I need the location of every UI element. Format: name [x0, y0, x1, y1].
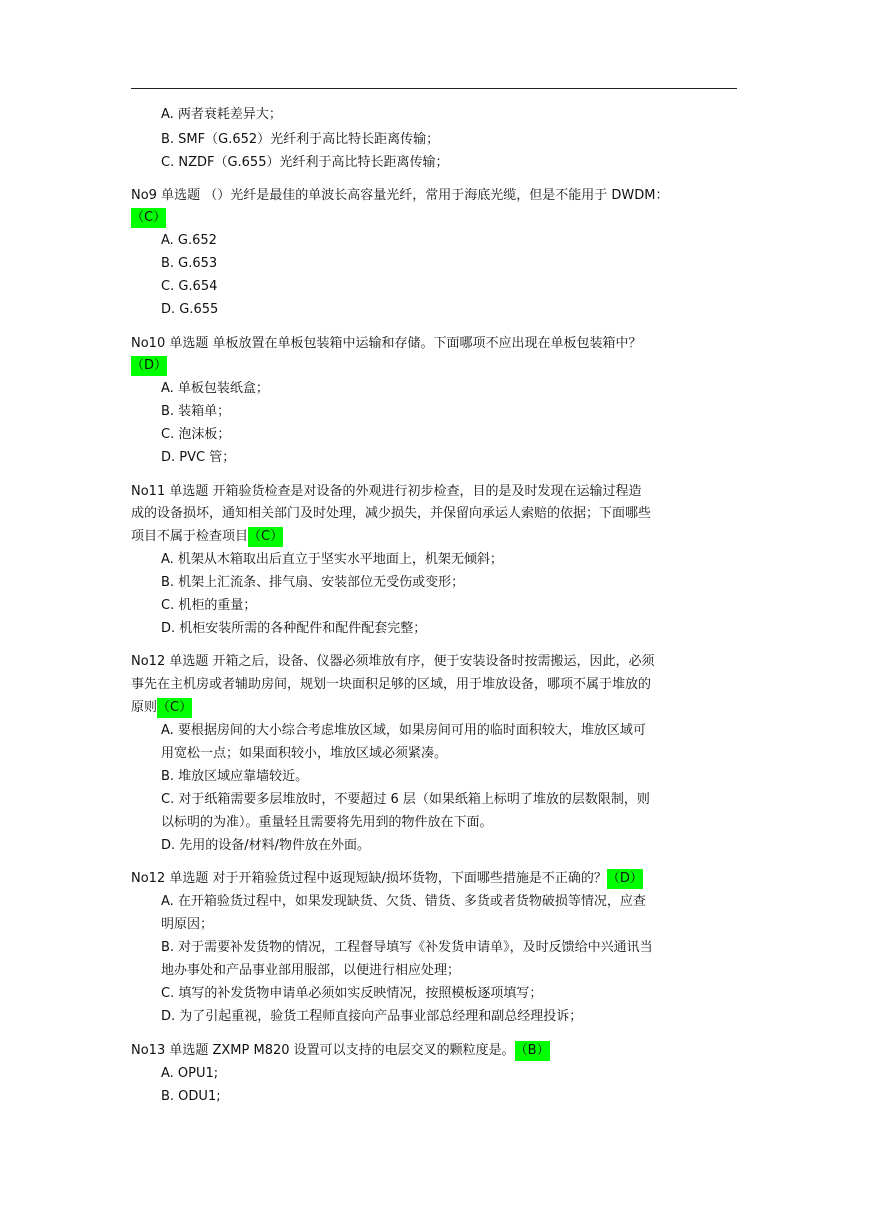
question-text: 事先在主机房或者辅助房间，规划一块面积足够的区域，用于堆放设备，哪项不属于堆放的 [131, 677, 652, 692]
option-line: 地办事处和产品事业部用服部，以便进行相应处理； [161, 963, 461, 978]
option-line: D. 为了引起重视，验货工程师直接向产品事业部总经理和副总经理投诉； [161, 1009, 583, 1024]
option-line: B. 装箱单； [161, 404, 231, 419]
answer-badge: （D） [131, 356, 167, 376]
option-line: A. G.652 [161, 233, 217, 248]
answer-badge: （D） [607, 869, 643, 889]
option-line: C. G.654 [161, 279, 218, 294]
option-line: A. OPU1; [161, 1066, 219, 1081]
option-line: 以标明的为准）。重量轻且需要将先用到的物件放在下面。 [161, 815, 493, 830]
option-line: D. PVC 管； [161, 450, 236, 465]
answer-badge: （B） [515, 1041, 550, 1061]
answer-badge: （C） [157, 698, 192, 718]
question-text-last [131, 698, 192, 718]
option-line: C. 填写的补发货物申请单必须如实反映情况，按照模板逐项填写； [161, 986, 543, 1001]
question-text-last [131, 527, 283, 547]
question-text: 原则 [131, 700, 158, 715]
answer-line [131, 356, 167, 376]
option-line: A. 要根据房间的大小综合考虑堆放区域，如果房间可用的临时面积较大，堆放区域可 [161, 723, 646, 738]
question-text: No9 单选题 （）光纤是最佳的单波长高容量光纤，常用于海底光缆，但是不能用于 DWDM： [131, 188, 669, 203]
option-line: 明原因； [161, 917, 214, 932]
question-text: No12 单选题 对于开箱验货过程中返现短缺/损坏货物，下面哪些措施是不正确的？ [131, 871, 607, 886]
option-line: C. NZDF（G.655）光纤利于高比特长距离传输； [161, 155, 449, 170]
option-line: A. 机架从木箱取出后直立于坚实水平地面上，机架无倾斜； [161, 552, 503, 567]
question-text: 项目不属于检查项目 [131, 529, 249, 544]
option-line: A. 单板包装纸盒； [161, 381, 269, 396]
option-line: B. 堆放区域应靠墙较近。 [161, 769, 309, 784]
option-line: A. 在开箱验货过程中，如果发现缺货、欠货、错货、多货或者货物破损等情况，应查 [161, 894, 646, 909]
question-text: 成的设备损坏，通知相关部门及时处理，减少损失，并保留向承运人索赔的依据；下面哪些 [131, 506, 652, 521]
answer-badge: （C） [248, 527, 283, 547]
question-text-last [131, 869, 643, 889]
option-line: 用宽松一点；如果面积较小，堆放区域必须紧凑。 [161, 746, 448, 761]
option-line: B. G.653 [161, 256, 218, 271]
option-line: D. G.655 [161, 302, 219, 317]
question-text: No11 单选题 开箱验货检查是对设备的外观进行初步检查，目的是及时发现在运输过程造 [131, 484, 642, 499]
option-line: B. 机架上汇流条、排气扇、安装部位无受伤或变形； [161, 575, 465, 590]
option-line: B. SMF（G.652）光纤利于高比特长距离传输； [161, 132, 440, 147]
option-line: C. 机柜的重量； [161, 598, 257, 613]
option-line: B. 对于需要补发货物的情况，工程督导填写《补发货申请单》，及时反馈给中兴通讯当 [161, 940, 653, 955]
question-text-last [131, 1041, 550, 1061]
option-line: B. ODU1; [161, 1089, 221, 1104]
option-line: D. 机柜安装所需的各种配件和配件配套完整； [161, 621, 427, 636]
answer-line [131, 208, 166, 228]
option-line: D. 先用的设备/材料/物件放在外面。 [161, 838, 371, 853]
question-text: No13 单选题 ZXMP M820 设置可以支持的电层交叉的颗粒度是。 [131, 1043, 515, 1058]
option-line: A. 两者衰耗差异大； [161, 107, 282, 122]
answer-badge: （C） [131, 208, 166, 228]
header-rule [131, 88, 737, 89]
option-line: C. 泡沫板； [161, 427, 231, 442]
question-text: No10 单选题 单板放置在单板包装箱中运输和存储。下面哪项不应出现在单板包装箱中？ [131, 336, 642, 351]
option-line: C. 对于纸箱需要多层堆放时，不要超过 6 层（如果纸箱上标明了堆放的层数限制，则 [161, 792, 650, 807]
question-text: No12 单选题 开箱之后，设备、仪器必须堆放有序，便于安装设备时按需搬运，因此，必须 [131, 654, 655, 669]
